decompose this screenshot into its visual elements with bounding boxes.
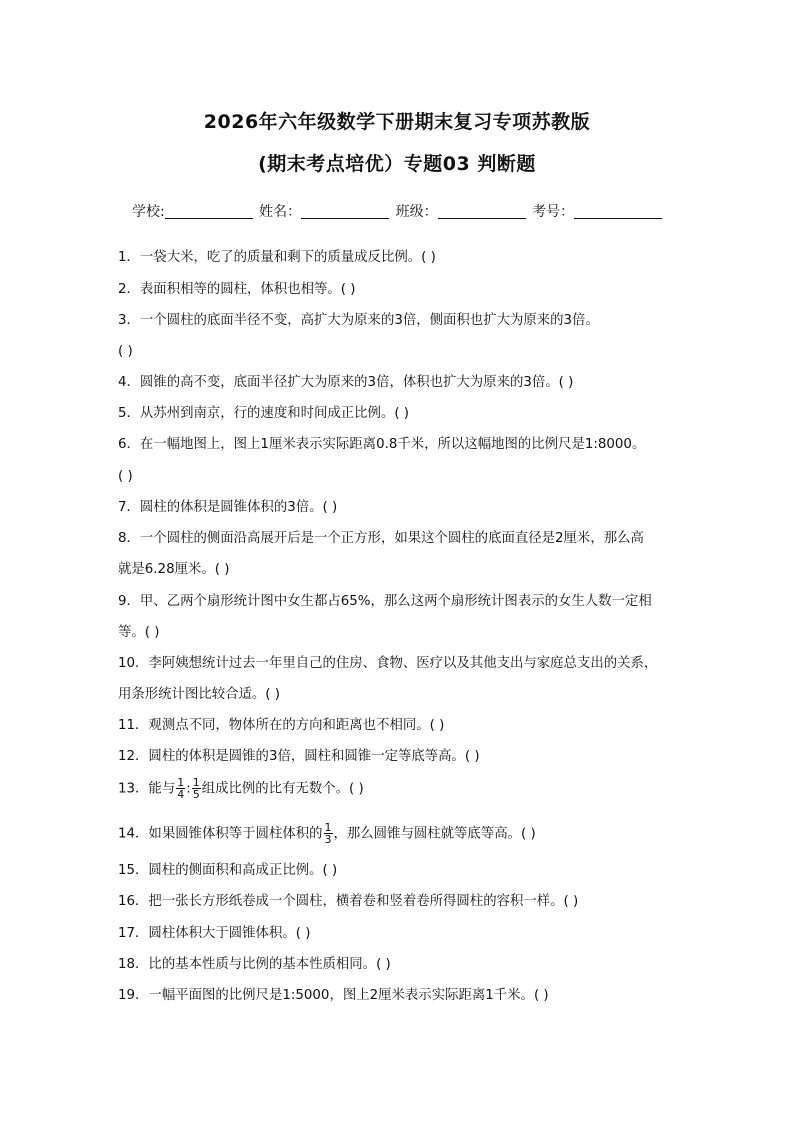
question-4: 4．圆锥的高不变，底面半径扩大为原来的3倍，体积也扩大为原来的3倍。( ) xyxy=(118,375,574,390)
name-label: 姓名： xyxy=(259,204,302,220)
class-label: 班级： xyxy=(395,204,438,220)
question-10-cont: 用条形统计图比较合适。( ) xyxy=(118,687,281,702)
class-field[interactable] xyxy=(438,204,526,219)
name-field[interactable] xyxy=(301,204,389,219)
question-17: 17．圆柱体积大于圆锥体积。( ) xyxy=(118,926,311,941)
question-10: 10．李阿姨想统计过去一年里自己的住房、食物、医疗以及其他支出与家庭总支出的关系， xyxy=(118,656,658,671)
question-9: 9．甲、乙两个扇形统计图中女生都占65%，那么这两个扇形统计图表示的女生人数一定相 xyxy=(118,594,652,609)
question-16: 16．把一张长方形纸卷成一个圆柱，横着卷和竖着卷所得圆柱的容积一样。( ) xyxy=(118,894,579,909)
question-6-cont: ( ) xyxy=(118,469,133,484)
question-19: 19．一幅平面图的比例尺是1:5000，图上2厘米表示实际距离1千米。( ) xyxy=(118,988,549,1003)
question-14-post: ，那么圆锥与圆柱就等底等高。( ) xyxy=(333,826,536,842)
fraction-one-fifth: $\frac{1}{5}$ xyxy=(192,776,200,801)
fraction-one-third: $\frac{1}{3}$ xyxy=(324,821,332,846)
question-7: 7．圆柱的体积是圆锥体积的3倍。( ) xyxy=(118,500,338,515)
question-14 xyxy=(118,822,536,845)
question-12: 12．圆柱的体积是圆锥的3倍，圆柱和圆锥一定等底等高。( ) xyxy=(118,749,480,764)
question-8: 8．一个圆柱的侧面沿高展开后是一个正方形，如果这个圆柱的底面直径是2厘米，那么高 xyxy=(118,531,644,546)
question-9-cont: 等。( ) xyxy=(118,625,160,640)
school-field[interactable] xyxy=(165,204,253,219)
question-15: 15．圆柱的侧面积和高成正比例。( ) xyxy=(118,863,338,878)
question-5: 5．从苏州到南京，行的速度和时间成正比例。( ) xyxy=(118,406,410,421)
question-3-cont: ( ) xyxy=(118,344,133,359)
question-8-cont: 就是6.28厘米。( ) xyxy=(118,562,230,577)
page-subtitle: (期末考点培优）专题03 判断题 xyxy=(258,153,536,175)
question-13: 13．能与 $\frac{1}{4}$ : $\frac{1}{5}$ 组成比例的比有无数个。( ) xyxy=(118,776,364,801)
number-label: 考号： xyxy=(532,204,575,220)
student-info-row xyxy=(132,201,664,221)
school-label: 学校: xyxy=(132,204,165,220)
question-14-pre: 14．如果圆锥体积等于圆柱体积的 xyxy=(118,826,323,842)
question-11: 11．观测点不同，物体所在的方向和距离也不相同。( ) xyxy=(118,718,445,733)
question-1: 1．一袋大米，吃了的质量和剩下的质量成反比例。( ) xyxy=(118,250,436,265)
question-2: 2．表面积相等的圆柱，体积也相等。( ) xyxy=(118,282,356,297)
fraction-one-quarter: $\frac{1}{4}$ xyxy=(177,776,185,801)
question-3: 3．一个圆柱的底面半径不变，高扩大为原来的3倍，侧面积也扩大为原来的3倍。 xyxy=(118,313,599,328)
question-18: 18．比的基本性质与比例的基本性质相同。( ) xyxy=(118,957,391,972)
question-13-post: 组成比例的比有无数个。( ) xyxy=(201,781,364,797)
number-field[interactable] xyxy=(574,204,662,219)
question-13-pre: 13．能与 xyxy=(118,781,176,797)
page-title: 2026年六年级数学下册期末复习专项苏教版 xyxy=(203,111,591,133)
question-6: 6．在一幅地图上，图上1厘米表示实际距离0.8千米，所以这幅地图的比例尺是1:8000。 xyxy=(118,437,646,452)
